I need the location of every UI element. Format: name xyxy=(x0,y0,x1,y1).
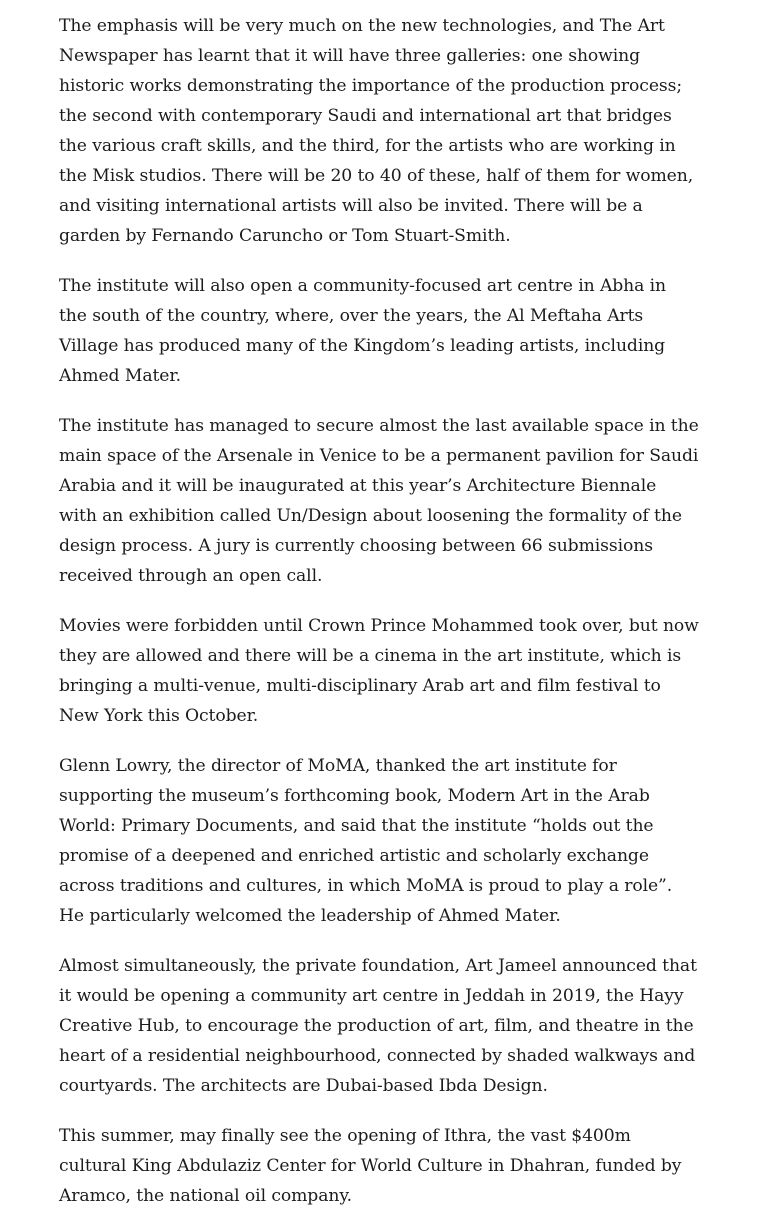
paragraph-ithra: This summer, may finally see the opening of Ithra, the vast $400m cultural King Abdulaziz Center for World Culture in Dhahran, funded by Aramco, the national oil company. xyxy=(59,1126,682,1206)
article-body xyxy=(59,11,699,1231)
paragraph-cinema: Movies were forbidden until Crown Prince Mohammed took over, but now they are allowed and there will be a cinema in the art institute, which is bringing a multi-venue, multi-disciplinary Arab art and film festival to New York this October. xyxy=(59,616,699,726)
paragraph-venice-pavilion: The institute has managed to secure almost the last available space in the main space of the Arsenale in Venice to be a permanent pavilion for Saudi Arabia and it will be inaugurated at this year’s Architecture Biennale with an exhibition called Un/Design about loosening the formality of the design process. A jury is currently choosing between 66 submissions received through an open call. xyxy=(59,416,699,586)
paragraph-abha-centre: The institute will also open a community-focused art centre in Abha in the south of the country, where, over the years, the Al Meftaha Arts Village has produced many of the Kingdom’s leading artists, including Ahmed Mater. xyxy=(59,276,667,386)
paragraph-galleries: The emphasis will be very much on the new technologies, and The Art Newspaper has learnt that it will have three galleries: one showing historic works demonstrating the importance of the production process; the second with contemporary Saudi and international art that bridges the various craft skills, and the third, for the artists who are working in the Misk studios. There will be 20 to 40 of these, half of them for women, and visiting international artists will also be invited. There will be a garden by Fernando Caruncho or Tom Stuart-Smith. xyxy=(59,16,694,246)
paragraph-moma: Glenn Lowry, the director of MoMA, thanked the art institute for supporting the museum’s forthcoming book, Modern Art in the Arab World: Primary Documents, and said that the institute “holds out the promise of a deepened and enriched artistic and scholarly exchange across traditions and cultures, in which MoMA is proud to play a role”. He particularly welcomed the leadership of Ahmed Mater. xyxy=(59,756,673,926)
paragraph-art-jameel: Almost simultaneously, the private foundation, Art Jameel announced that it would be opening a community art centre in Jeddah in 2019, the Hayy Creative Hub, to encourage the production of art, film, and theatre in the heart of a residential neighbourhood, connected by shaded walkways and courtyards. The architects are Dubai-based Ibda Design. xyxy=(59,956,697,1096)
